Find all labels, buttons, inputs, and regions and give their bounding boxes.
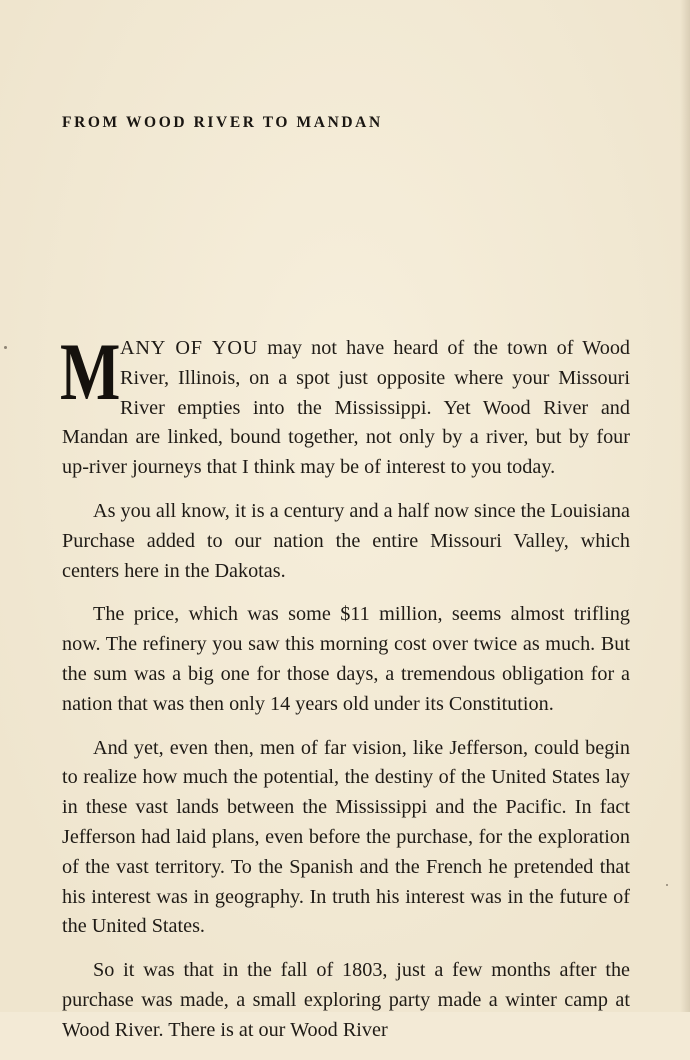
paragraph-1-text: may not have heard of the town of Wood River, Illinois, on a spot just opposite where your Missouri River empties into the Mississippi. Yet Wood River and Mandan are linked, bound together, not only by a river, but by four up-river journeys that I think may be of interest to you today. — [62, 337, 631, 479]
paper-speck — [666, 884, 668, 886]
paragraph-2: As you all know, it is a century and a half now since the Louisiana Purchase added to our nation the entire Missouri Valley, which centers here in the Dakotas. — [62, 499, 630, 582]
paragraph-3: The price, which was some $11 million, seems almost trifling now. The refinery you saw this morning cost over twice as much. But the sum was a big one for those days, a tremendous obligation for a nation that was then only 14 years old under its Constitution. — [62, 603, 630, 715]
chapter-heading: FROM WOOD RIVER TO MANDAN — [62, 114, 383, 131]
paragraph-1 — [60, 326, 631, 483]
lead-in-smallcaps: ANY OF YOU — [120, 337, 259, 359]
body-text — [60, 326, 631, 1060]
page-edge-shadow — [680, 0, 690, 1012]
paper-speck — [4, 346, 7, 349]
paragraph-5: So it was that in the fall of 1803, just a few months after the purchase was made, a small exploring party made a winter camp at Wood River. There is at our Wood River — [62, 959, 630, 1041]
drop-cap: M — [60, 326, 121, 417]
paragraph-4: And yet, even then, men of far vision, like Jefferson, could begin to realize how much the potential, the destiny of the United States lay in these vast lands between the Mississippi and the Pacific. In fact Jefferson had laid plans, even before the purchase, for the exploration of the vast territory. To the Spanish and the French he pretended that his interest was in geography. In truth his interest was in the future of the United States. — [62, 736, 630, 938]
